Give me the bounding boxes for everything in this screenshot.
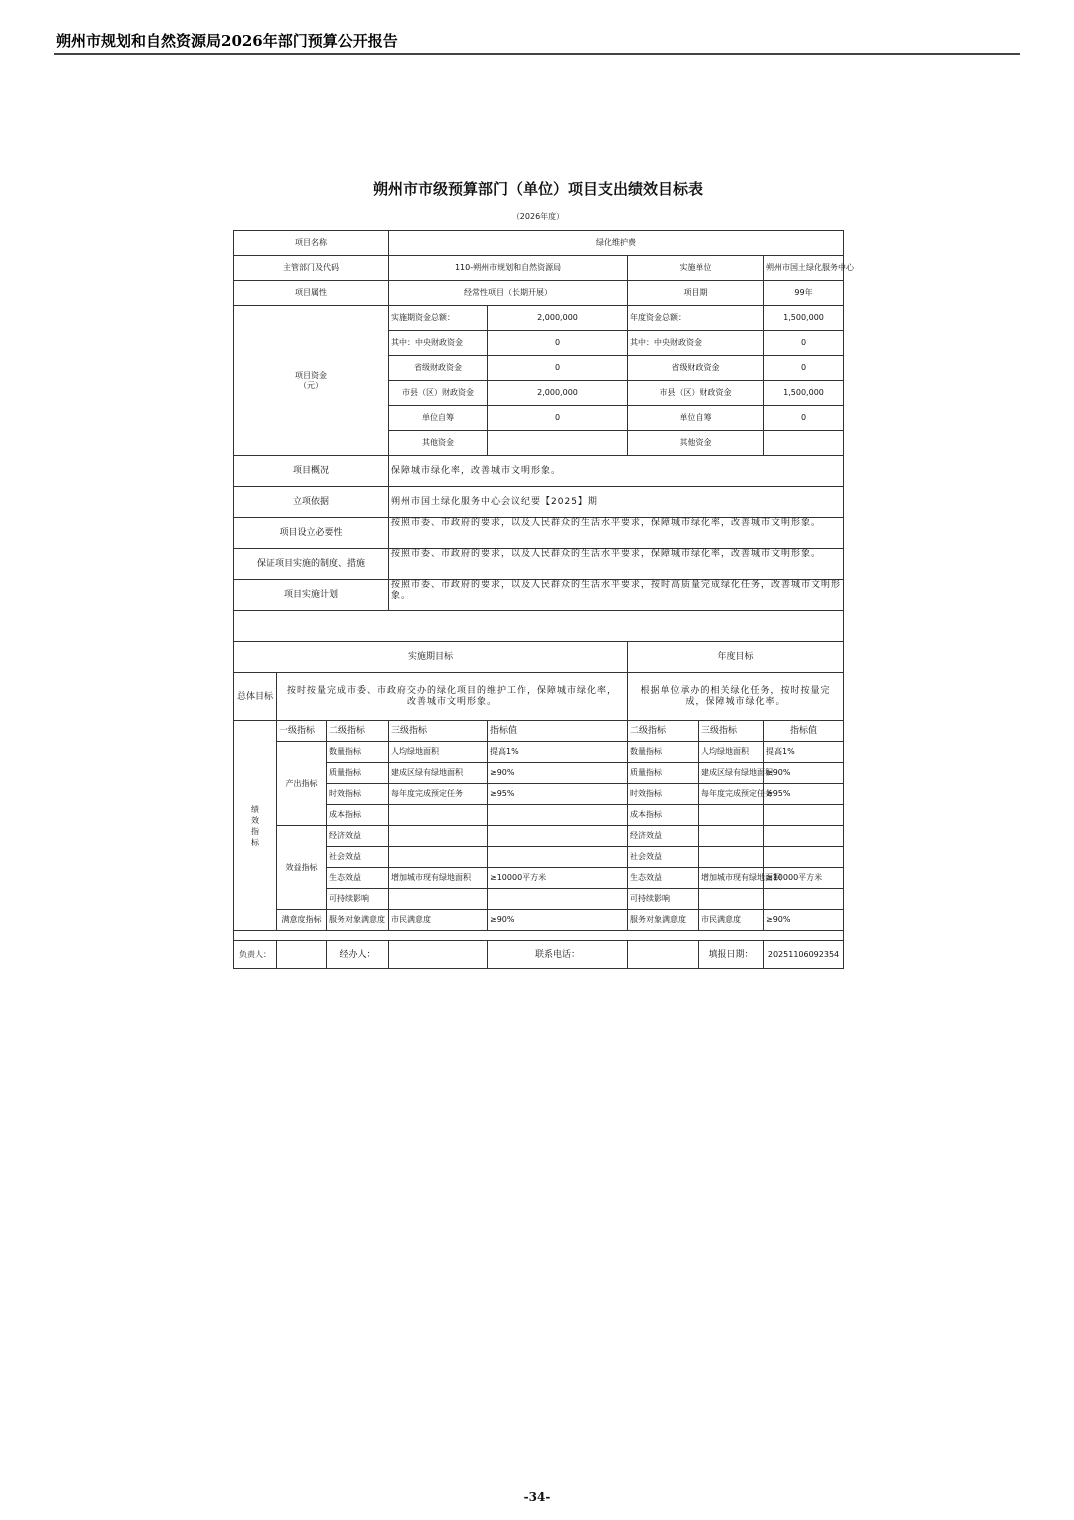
handler-value (389, 941, 488, 969)
indicator-l3-annual: 建成区绿有绿地面积 (699, 763, 764, 784)
indicator-l3: 建成区绿有绿地面积 (389, 763, 488, 784)
indicator-value (488, 826, 628, 847)
indicator-value (488, 889, 628, 910)
overview-label: 项目概况 (234, 456, 389, 487)
basis-value: 朔州市国土绿化服务中心会议纪要【2025】期 (389, 487, 844, 518)
indicator-value: ≥10000平方米 (488, 868, 628, 889)
indicators-label (234, 721, 277, 931)
funds-annual-total-label: 年度资金总额： (628, 306, 764, 331)
guarantee-value: 按照市委、市政府的要求，以及人民群众的生活水平要求，保障城市绿化率，改善城市文明形象。 (389, 549, 844, 580)
funds-total-label: 实施期资金总额： (389, 306, 488, 331)
indicator-value: ≥95% (488, 784, 628, 805)
plan-label: 项目实施计划 (234, 580, 389, 611)
funds-central-value: 0 (488, 331, 628, 356)
period-value: 99年 (764, 281, 844, 306)
satisfaction-indicators-label: 满意度指标 (277, 910, 327, 931)
overall-goal-label: 总体目标 (234, 673, 277, 721)
indicator-value (488, 805, 628, 826)
indicator-l3 (389, 805, 488, 826)
indicator-l2: 质量指标 (327, 763, 389, 784)
indicator-value-annual (764, 805, 844, 826)
col-value-annual: 指标值 (764, 721, 844, 742)
indicator-l2: 生态效益 (327, 868, 389, 889)
indicator-l3: 增加城市现有绿地面积 (389, 868, 488, 889)
indicator-l2-annual: 社会效益 (628, 847, 699, 868)
dept-value: 110-朔州市规划和自然资源局 (389, 256, 628, 281)
benefit-indicators-label: 效益指标 (277, 826, 327, 910)
impl-unit-label: 实施单位 (628, 256, 764, 281)
indicator-l2: 社会效益 (327, 847, 389, 868)
funds-city-annual-value: 1,500,000 (764, 381, 844, 406)
indicator-value-annual (764, 826, 844, 847)
project-name-label: 项目名称 (234, 231, 389, 256)
indicator-l3: 每年度完成预定任务 (389, 784, 488, 805)
funds-province-label-annual: 省级财政资金 (628, 356, 764, 381)
indicator-value: 提高1% (488, 742, 628, 763)
indicator-l2: 时效指标 (327, 784, 389, 805)
funds-central-label-annual: 其中：中央财政资金 (628, 331, 764, 356)
performance-target-table (233, 230, 855, 969)
indicator-l2-annual: 服务对象满意度 (628, 910, 699, 931)
responsible-value (277, 941, 327, 969)
indicator-l2-annual: 经济效益 (628, 826, 699, 847)
goals-header-impl: 实施期目标 (234, 642, 628, 673)
necessity-label: 项目设立必要性 (234, 518, 389, 549)
funds-label-line2: （元） (299, 380, 323, 390)
handler-label: 经办人： (327, 941, 389, 969)
indicator-l3-annual: 人均绿地面积 (699, 742, 764, 763)
indicator-l3 (389, 847, 488, 868)
indicator-value-annual: ≥90% (764, 910, 844, 931)
funds-other-value (488, 431, 628, 456)
funds-city-label: 市县（区）财政资金 (389, 381, 488, 406)
table-title: 朔州市市级预算部门（单位）项目支出绩效目标表 (372, 180, 703, 198)
output-indicators-label: 产出指标 (277, 742, 327, 826)
indicators-label-text: 绩效指标 (251, 804, 259, 847)
table-year: （2026年度） (511, 212, 565, 221)
indicator-l3: 人均绿地面积 (389, 742, 488, 763)
indicator-value-annual (764, 847, 844, 868)
funds-self-label-annual: 单位自筹 (628, 406, 764, 431)
col-level2: 二级指标 (327, 721, 389, 742)
indicator-value-annual: ≥10000平方米 (764, 868, 844, 889)
funds-self-annual-value: 0 (764, 406, 844, 431)
attr-value: 经常性项目（长期开展） (389, 281, 628, 306)
indicator-l3-annual (699, 826, 764, 847)
phone-value (628, 941, 699, 969)
indicator-l3 (389, 889, 488, 910)
project-name-value: 绿化维护费 (389, 231, 844, 256)
indicator-l2-annual: 时效指标 (628, 784, 699, 805)
funds-label (234, 306, 389, 456)
indicator-value-annual: ≥90% (764, 763, 844, 784)
indicator-l3-annual: 每年度完成预定任务 (699, 784, 764, 805)
funds-total-value: 2,000,000 (488, 306, 628, 331)
blank-spacer-row (234, 611, 844, 642)
indicator-l2: 服务对象满意度 (327, 910, 389, 931)
overall-goal-annual: 根据单位承办的相关绿化任务，按时按量完成，保障城市绿化率。 (628, 673, 844, 721)
indicator-value: ≥90% (488, 763, 628, 784)
indicator-l3-annual (699, 847, 764, 868)
funds-self-value: 0 (488, 406, 628, 431)
basis-label: 立项依据 (234, 487, 389, 518)
indicator-value-annual: ≥95% (764, 784, 844, 805)
indicator-l3-annual (699, 805, 764, 826)
indicator-l2: 经济效益 (327, 826, 389, 847)
indicator-value: ≥90% (488, 910, 628, 931)
indicator-l3-annual: 增加城市现有绿地面积 (699, 868, 764, 889)
col-level1: 一级指标 (277, 721, 327, 742)
page-number: -34- (523, 1490, 551, 1504)
funds-city-label-annual: 市县（区）财政资金 (628, 381, 764, 406)
indicator-value-annual (764, 889, 844, 910)
funds-province-label: 省级财政资金 (389, 356, 488, 381)
indicator-l3 (389, 826, 488, 847)
col-level3-annual: 三级指标 (699, 721, 764, 742)
overall-goal-impl: 按时按量完成市委、市政府交办的绿化项目的维护工作，保障城市绿化率，改善城市文明形象。 (277, 673, 628, 721)
funds-other-label-annual: 其他资金 (628, 431, 764, 456)
indicator-l3-annual: 市民满意度 (699, 910, 764, 931)
attr-label: 项目属性 (234, 281, 389, 306)
indicator-l2-annual: 生态效益 (628, 868, 699, 889)
funds-province-value: 0 (488, 356, 628, 381)
col-value: 指标值 (488, 721, 628, 742)
dept-label: 主管部门及代码 (234, 256, 389, 281)
funds-central-annual-value: 0 (764, 331, 844, 356)
indicator-l2: 可持续影响 (327, 889, 389, 910)
funds-label-line1: 项目资金 (295, 370, 327, 380)
funds-central-label: 其中：中央财政资金 (389, 331, 488, 356)
col-level3: 三级指标 (389, 721, 488, 742)
phone-label: 联系电话： (488, 941, 628, 969)
funds-city-value: 2,000,000 (488, 381, 628, 406)
date-label: 填报日期： (699, 941, 764, 969)
indicator-l2-annual: 可持续影响 (628, 889, 699, 910)
indicator-value-annual: 提高1% (764, 742, 844, 763)
indicator-l2-annual: 成本指标 (628, 805, 699, 826)
funds-annual-total-value: 1,500,000 (764, 306, 844, 331)
goals-header-annual: 年度目标 (628, 642, 844, 673)
indicator-l3: 市民满意度 (389, 910, 488, 931)
header-divider (54, 53, 1020, 55)
funds-self-label: 单位自筹 (389, 406, 488, 431)
overview-value: 保障城市绿化率，改善城市文明形象。 (389, 456, 844, 487)
page-header-title: 朔州市规划和自然资源局2026年部门预算公开报告 (56, 32, 398, 50)
date-value: 20251106092354 (764, 941, 844, 969)
indicator-l2-annual: 数量指标 (628, 742, 699, 763)
blank-spacer-row-2 (234, 931, 844, 941)
indicator-value (488, 847, 628, 868)
period-label: 项目期 (628, 281, 764, 306)
col-level2-annual: 二级指标 (628, 721, 699, 742)
necessity-value: 按照市委、市政府的要求，以及人民群众的生活水平要求，保障城市绿化率，改善城市文明形象。 (389, 518, 844, 549)
funds-province-annual-value: 0 (764, 356, 844, 381)
guarantee-label: 保证项目实施的制度、措施 (234, 549, 389, 580)
indicator-l2: 数量指标 (327, 742, 389, 763)
impl-unit-value: 朔州市国土绿化服务中心 (764, 256, 844, 281)
plan-value: 按照市委、市政府的要求，以及人民群众的生活水平要求，按时高质量完成绿化任务，改善城市文明形象。 (389, 580, 844, 611)
responsible-label: 负责人： (234, 941, 277, 969)
funds-other-label: 其他资金 (389, 431, 488, 456)
indicator-l2-annual: 质量指标 (628, 763, 699, 784)
indicator-l2: 成本指标 (327, 805, 389, 826)
indicator-l3-annual (699, 889, 764, 910)
funds-other-annual-value (764, 431, 844, 456)
